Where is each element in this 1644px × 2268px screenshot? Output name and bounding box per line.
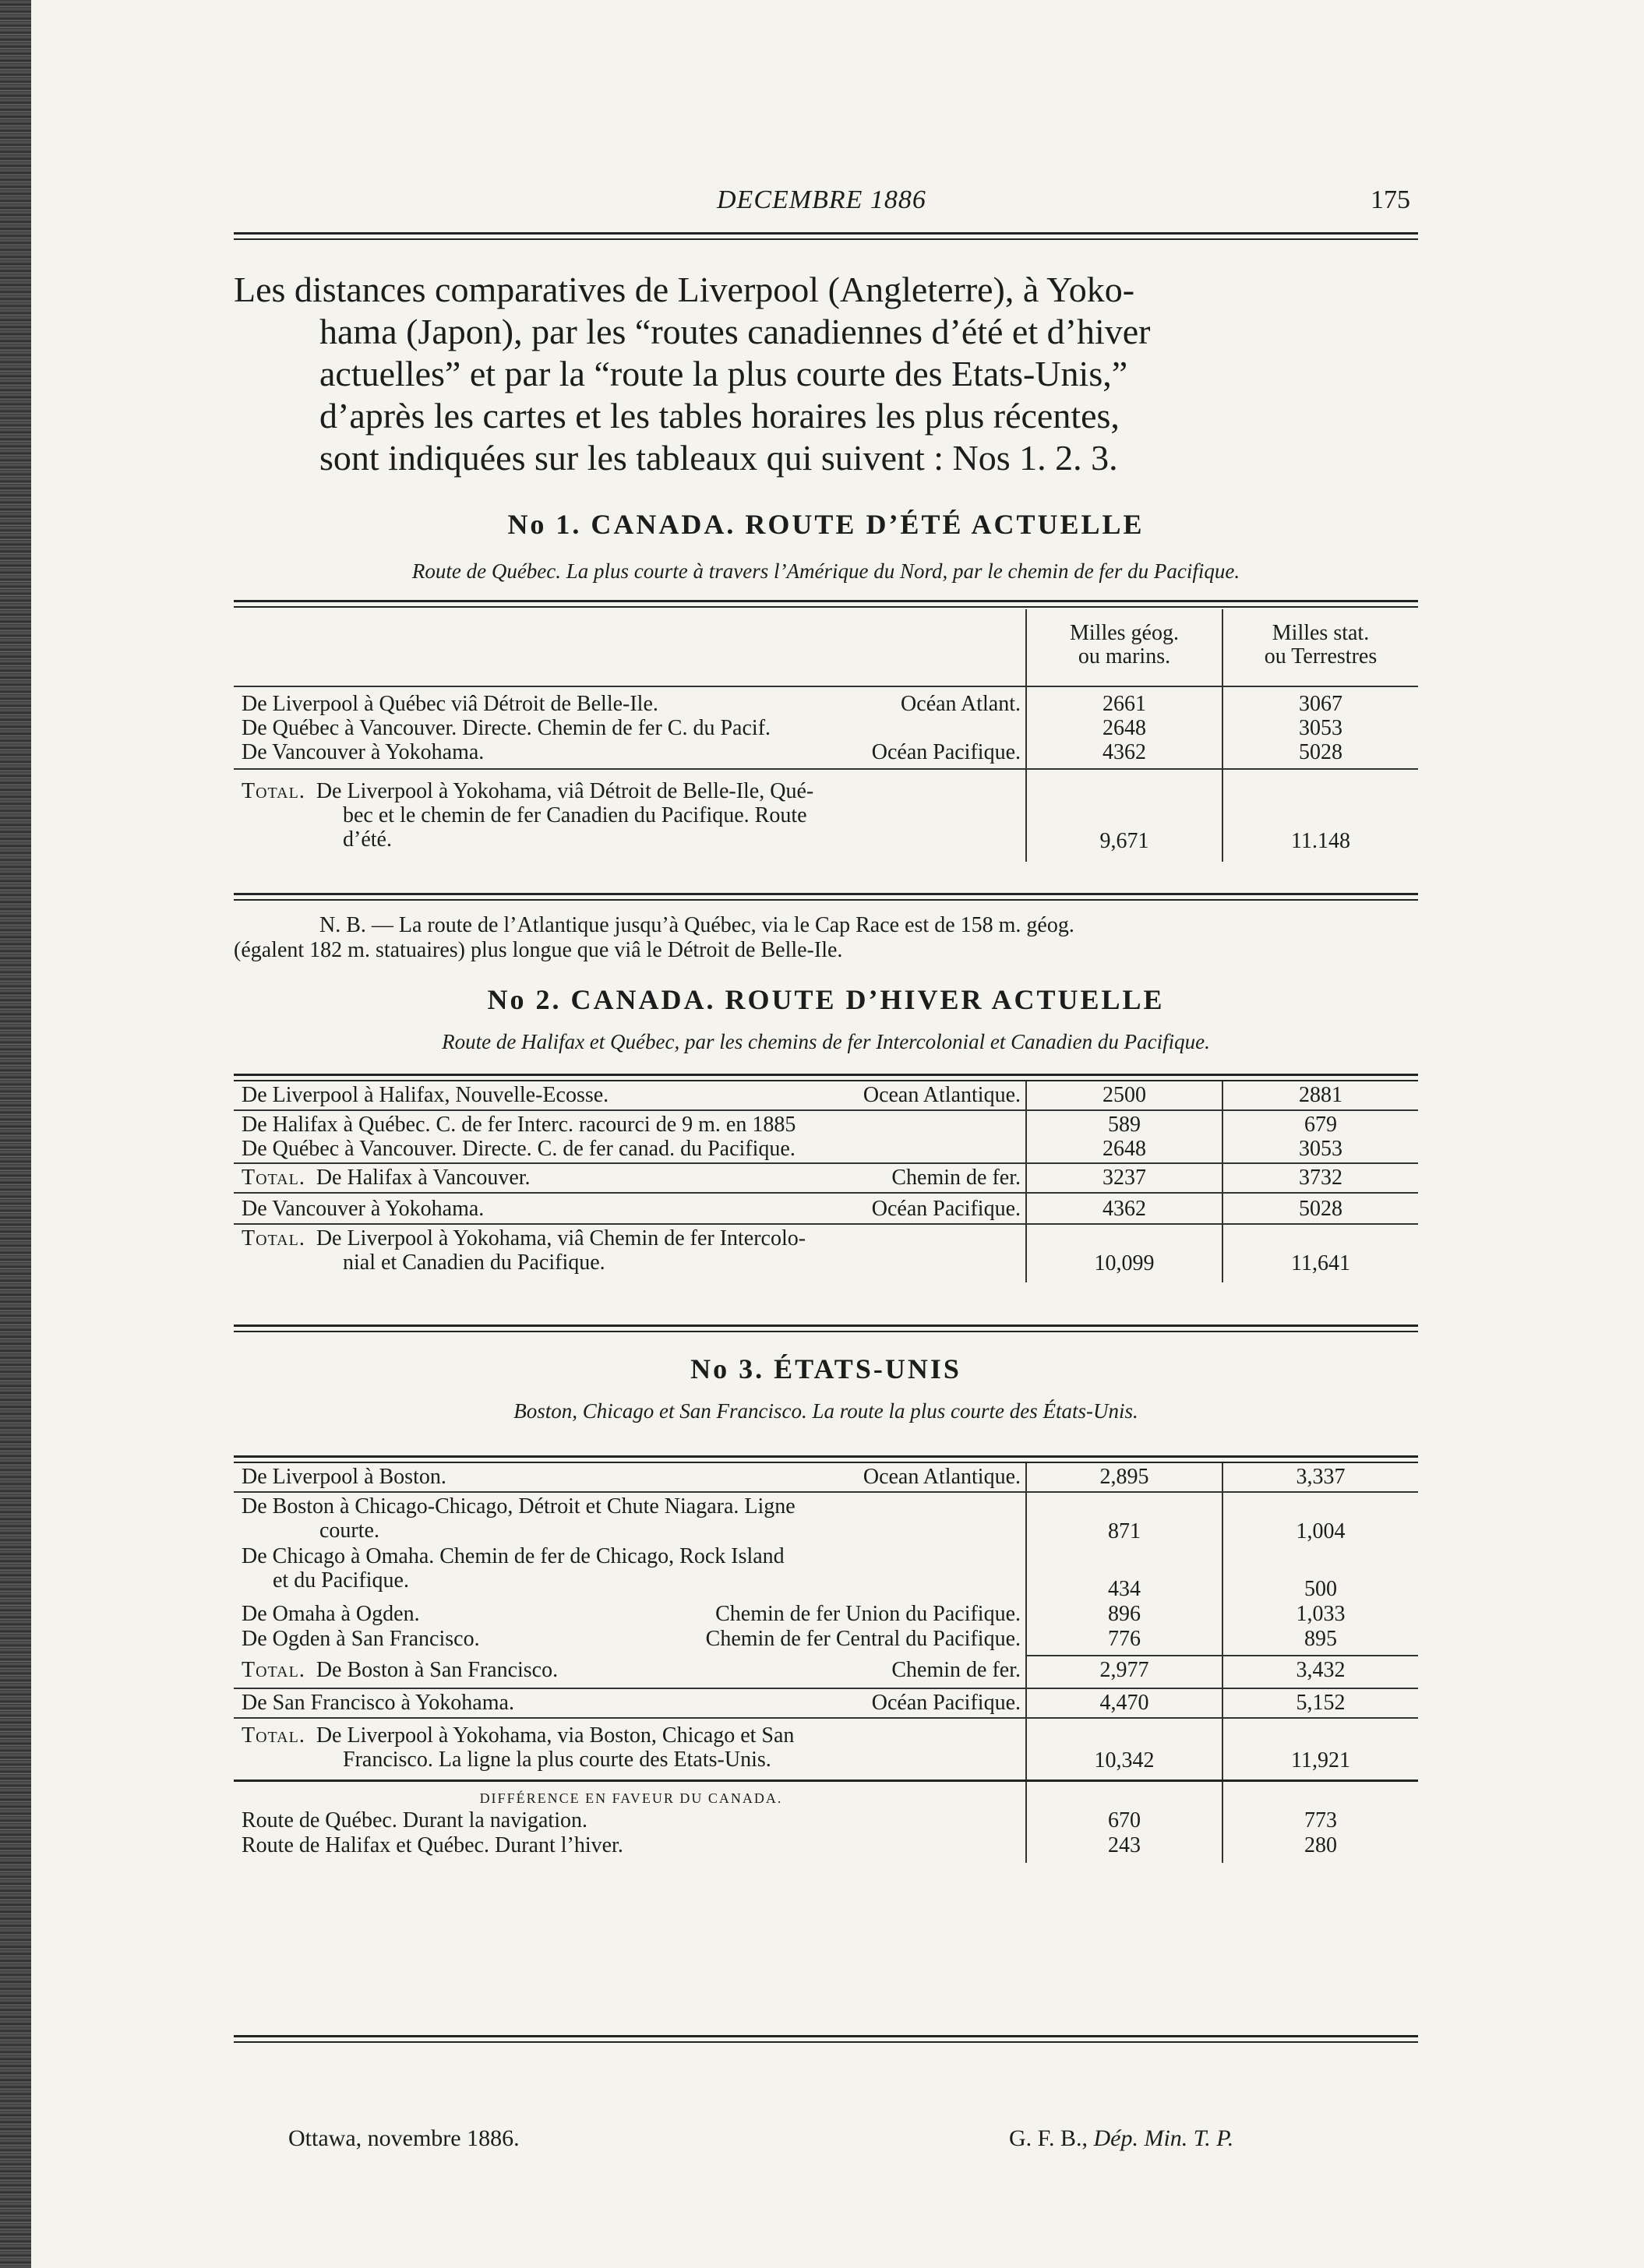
head-rule-2	[234, 238, 1418, 240]
table-row: De Vancouver à Yokohama. Océan Pacifique.	[242, 740, 1021, 764]
cell-value: 2648	[1102, 716, 1146, 740]
document-page	[234, 0, 1418, 2268]
intro-line: sont indiquées sur les tableaux qui suivent : Nos 1. 2. 3.	[319, 438, 1118, 478]
table-row: De Liverpool à Boston. Ocean Atlantique. 2,895 3,337	[234, 1463, 1418, 1491]
table2-heading: No 2. CANADA. ROUTE D’HIVER ACTUELLE	[487, 984, 1165, 1015]
total-value: 11,641	[1291, 1251, 1350, 1275]
table-row: De Liverpool à Québec viâ Détroit de Belle-Ile. Océan Atlant.	[242, 692, 1021, 716]
cell-value: 3732	[1299, 1166, 1342, 1190]
table-row: De Québec à Vancouver. Directe. Chemin de fer C. du Pacif.	[242, 716, 771, 740]
table-row: De Omaha à Ogden. Chemin de fer Union du Pacifique.	[242, 1602, 1021, 1626]
cell-value: 5,152	[1296, 1691, 1346, 1715]
cell-value: 5028	[1299, 1197, 1342, 1221]
cell-value: 2661	[1102, 692, 1146, 716]
cell-value: 1,004	[1296, 1519, 1346, 1543]
cell-value: 3,337	[1296, 1465, 1346, 1489]
cell-value: 895	[1304, 1627, 1337, 1651]
cell-value: 243	[1108, 1833, 1141, 1857]
cell-value: 776	[1108, 1627, 1141, 1651]
footer-place-date: Ottawa, novembre 1886.	[288, 2125, 520, 2151]
table-row: De San Francisco à Yokohama. Océan Pacifique. 4,470 5,152	[234, 1689, 1418, 1717]
cell-value: 4362	[1102, 1197, 1146, 1221]
page-number: 175	[1371, 185, 1410, 214]
table3-subtotal-row: Total. De Boston à San Francisco. Chemin de fer.	[242, 1658, 1021, 1682]
cell-value: 871	[1108, 1519, 1141, 1543]
cell-value: 589	[1108, 1113, 1141, 1137]
table1-top-rule	[234, 600, 1418, 602]
table3-heading: No 3. ÉTATS-UNIS	[690, 1353, 961, 1384]
cell-value: 2881	[1299, 1083, 1342, 1107]
table1-header-row	[234, 609, 1418, 686]
difference-section	[234, 1782, 1418, 1863]
intro-line: hama (Japon), par les “routes canadiennes d’été et d’hiver	[319, 312, 1151, 351]
table-row: Route de Québec. Durant la navigation.	[242, 1808, 587, 1832]
running-head-title: DECEMBRE 1886	[717, 185, 926, 214]
cell-value: 3067	[1299, 692, 1342, 716]
nb-note: N. B. — La route de l’Atlantique jusqu’à Québec, via le Cap Race est de 158 m. géog. (égalent 182 m. statuaires) plus longue que viâ le Détroit de Belle-Ile.	[234, 913, 1074, 962]
table3	[234, 1463, 1418, 1863]
table-row: De Halifax à Québec. C. de fer Interc. racourci de 9 m. en 1885 589 679 De Québec à Vancouver. Directe. C. de fer canad. du Pacifique. 2648 3053	[234, 1111, 1418, 1162]
intro-line: Les distances comparatives de Liverpool (Angleterre), à Yoko-	[234, 270, 1135, 309]
total-value: 11.148	[1291, 829, 1350, 853]
cell-value: 280	[1304, 1833, 1337, 1857]
table3-subheading: Boston, Chicago et San Francisco. La route la plus courte des États-Unis.	[513, 1399, 1138, 1423]
cell-value: 3053	[1299, 716, 1342, 740]
table1-body	[234, 687, 1418, 768]
total-value: 10,342	[1094, 1748, 1155, 1772]
footer-signature: G. F. B., Dép. Min. T. P.	[1009, 2125, 1234, 2151]
cell-value: 1,033	[1296, 1602, 1346, 1626]
cell-value: 434	[1108, 1577, 1141, 1601]
table-row: De Vancouver à Yokohama. Océan Pacifique. 4362 5028	[234, 1194, 1418, 1223]
intro-line: actuelles” et par la “route la plus courte des Etats-Unis,”	[319, 354, 1128, 393]
col1-header: Milles géog. ou marins.	[1070, 621, 1179, 668]
table1-subheading: Route de Québec. La plus courte à travers l’Amérique du Nord, par le chemin de fer du Pacifique.	[411, 559, 1240, 583]
table-row: De Liverpool à Halifax, Nouvelle-Ecosse. Ocean Atlantique. 2500 2881	[234, 1081, 1418, 1109]
table-row: De Chicago à Omaha. Chemin de fer de Chicago, Rock Island et du Pacifique.	[242, 1544, 785, 1593]
cell-value: 3053	[1299, 1137, 1342, 1161]
cell-value: 2500	[1102, 1083, 1146, 1107]
page-binding-edge	[0, 0, 31, 2268]
cell-value: 4,470	[1099, 1691, 1149, 1715]
cell-value: 773	[1304, 1808, 1337, 1832]
table-row: De Boston à Chicago-Chicago, Détroit et Chute Niagara. Ligne courte.	[242, 1494, 796, 1543]
difference-heading: DIFFÉRENCE EN FAVEUR DU CANADA.	[479, 1790, 783, 1806]
table1-total-row: Total. De Liverpool à Yokohama, viâ Détroit de Belle-Ile, Qué- bec et le chemin de fer Canadien du Pacifique. Route d’été. 9,671 11.148	[234, 770, 1418, 862]
table1	[234, 609, 1418, 862]
cell-value: 500	[1304, 1577, 1337, 1601]
cell-value: 5028	[1299, 740, 1342, 764]
cell-value: 2,977	[1099, 1658, 1149, 1682]
table2	[234, 1081, 1418, 1282]
table-row: De Ogden à San Francisco. Chemin de fer Central du Pacifique.	[242, 1627, 1021, 1651]
cell-value: 4362	[1102, 740, 1146, 764]
table2-subtotal-row: Total. De Halifax à Vancouver. Chemin de fer. 3237 3732	[234, 1164, 1418, 1192]
col2-header: Milles stat. ou Terrestres	[1264, 621, 1378, 668]
table2-subheading: Route de Halifax et Québec, par les chemins de fer Intercolonial et Canadien du Pacifique.	[442, 1030, 1210, 1053]
table1-top-rule-2	[234, 606, 1418, 608]
table1-heading: No 1. CANADA. ROUTE D’ÉTÉ ACTUELLE	[507, 509, 1145, 540]
intro-paragraph	[234, 269, 1418, 479]
total-label: Total.	[242, 779, 305, 803]
cell-value: 670	[1108, 1808, 1141, 1832]
cell-value: 3,432	[1296, 1658, 1346, 1682]
cell-value: 3237	[1102, 1166, 1146, 1190]
total-value: 11,921	[1291, 1748, 1350, 1772]
running-head	[234, 185, 1418, 224]
cell-value: 2648	[1102, 1137, 1146, 1161]
table-row: Route de Halifax et Québec. Durant l’hiver.	[242, 1833, 623, 1857]
cell-value: 896	[1108, 1602, 1141, 1626]
table2-total-row: Total. De Liverpool à Yokohama, viâ Chemin de fer Intercolo- nial et Canadien du Pacifique. 10,099 11,641	[234, 1225, 1418, 1282]
total-value: 9,671	[1099, 829, 1149, 853]
cell-value: 679	[1304, 1113, 1337, 1137]
head-rule	[234, 232, 1418, 235]
table3-total-row: Total. De Liverpool à Yokohama, via Boston, Chicago et San Francisco. La ligne la plus courte des Etats-Unis. 10,342 11,921	[234, 1719, 1418, 1779]
table3-body	[234, 1493, 1418, 1688]
total-value: 10,099	[1094, 1251, 1155, 1275]
intro-line: d’après les cartes et les tables horaires les plus récentes,	[319, 396, 1120, 436]
cell-value: 2,895	[1099, 1465, 1149, 1489]
